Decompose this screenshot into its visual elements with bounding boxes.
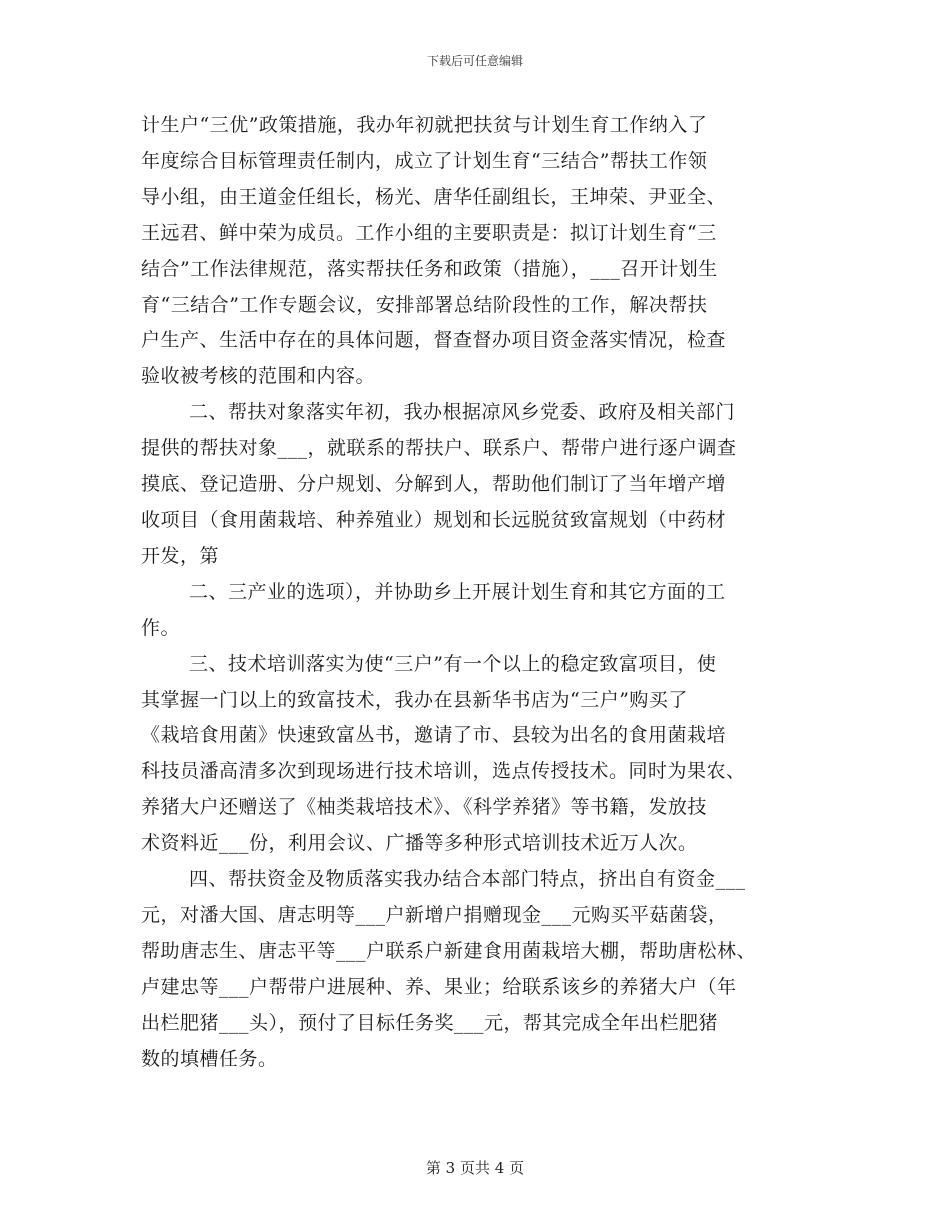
page-number: 第 3 页共 4 页 (425, 1159, 525, 1177)
text-line: 验收被考核的范围和内容。 (141, 365, 376, 388)
text-line: 摸底、登记造册、分户规划、分解到人，帮助他们制订了当年增产增 (141, 473, 727, 496)
text-line: 开发，第 (141, 544, 220, 567)
paragraph (141, 395, 811, 575)
text-line: 结合”工作法律规范，落实帮扶任务和政策（措施），___召开计划生 (141, 257, 718, 280)
paragraph (141, 862, 811, 1077)
text-line: 二、帮扶对象落实年初，我办根据凉风乡党委、政府及相关部门 (189, 401, 736, 424)
text-line: 户生产、生活中存在的具体问题，督查督办项目资金落实情况，检查 (141, 329, 727, 352)
text-line: 其掌握一门以上的致富技术，我办在县新华书店为“三户”购买了 (141, 688, 688, 711)
text-line: 出栏肥猪___头），预付了目标任务奖___元，帮其完成全年出栏肥猪 (141, 1011, 719, 1034)
text-line: 年度综合目标管理责任制内，成立了计划生育“三结合”帮扶工作领 (141, 149, 708, 172)
paragraph (141, 575, 811, 647)
document-body (141, 108, 811, 1077)
text-line: 帮助唐志生、唐志平等___户联系户新建食用菌栽培大棚，帮助唐松林、 (141, 939, 757, 962)
text-line: 数的填槽任务。 (141, 1047, 278, 1070)
text-line: 王远君、鲜中荣为成员。工作小组的主要职责是：拟订计划生育“三 (141, 221, 717, 244)
text-line: 《栽培食用菌》快速致富丛书，邀请了市、县较为出名的食用菌栽培 (141, 724, 727, 747)
text-line: 提供的帮扶对象___，就联系的帮扶户、联系户、帮带户进行逐户调查 (141, 437, 737, 460)
page-header-note: 下载后可任意编辑 (426, 54, 523, 68)
text-line: 四、帮扶资金及物质落实我办结合本部门特点，挤出自有资金___ (189, 868, 746, 891)
text-line: 术资料近___份，利用会议、广播等多种形式培训技术近万人次。 (141, 832, 698, 855)
text-line: 计生户“三优”政策措施，我办年初就把扶贫与计划生育工作纳入了 (141, 114, 708, 136)
text-line: 养猪大户还赠送了《柚类栽培技术》、《科学养猪》等书籍，发放技 (141, 796, 708, 819)
text-line: 收项目（食用菌栽培、种养殖业）规划和长远脱贫致富规划（中药材 (141, 508, 727, 531)
text-line: 二、三产业的选项），并协助乡上开展计划生育和其它方面的工 (189, 580, 726, 603)
paragraph (141, 647, 811, 862)
text-line: 三、技术培训落实为使“三户”有一个以上的稳定致富项目，使 (189, 652, 717, 675)
text-line: 元，对潘大国、唐志明等___户新增户捐赠现金___元购买平菇菌袋， (141, 903, 728, 926)
text-line: 卢建忠等___户帮带户进展种、养、果业；给联系该乡的养猪大户（年 (141, 975, 737, 998)
text-line: 育“三结合”工作专题会议，安排部署总结阶段性的工作，解决帮扶 (141, 293, 708, 316)
text-line: 科技员潘高清多次到现场进行技术培训，选点传授技术。同时为果农、 (141, 760, 746, 783)
paragraph (141, 108, 811, 395)
text-line: 作。 (141, 616, 181, 639)
text-line: 导小组，由王道金任组长，杨光、唐华任副组长，王坤荣、尹亚全、 (141, 185, 727, 208)
